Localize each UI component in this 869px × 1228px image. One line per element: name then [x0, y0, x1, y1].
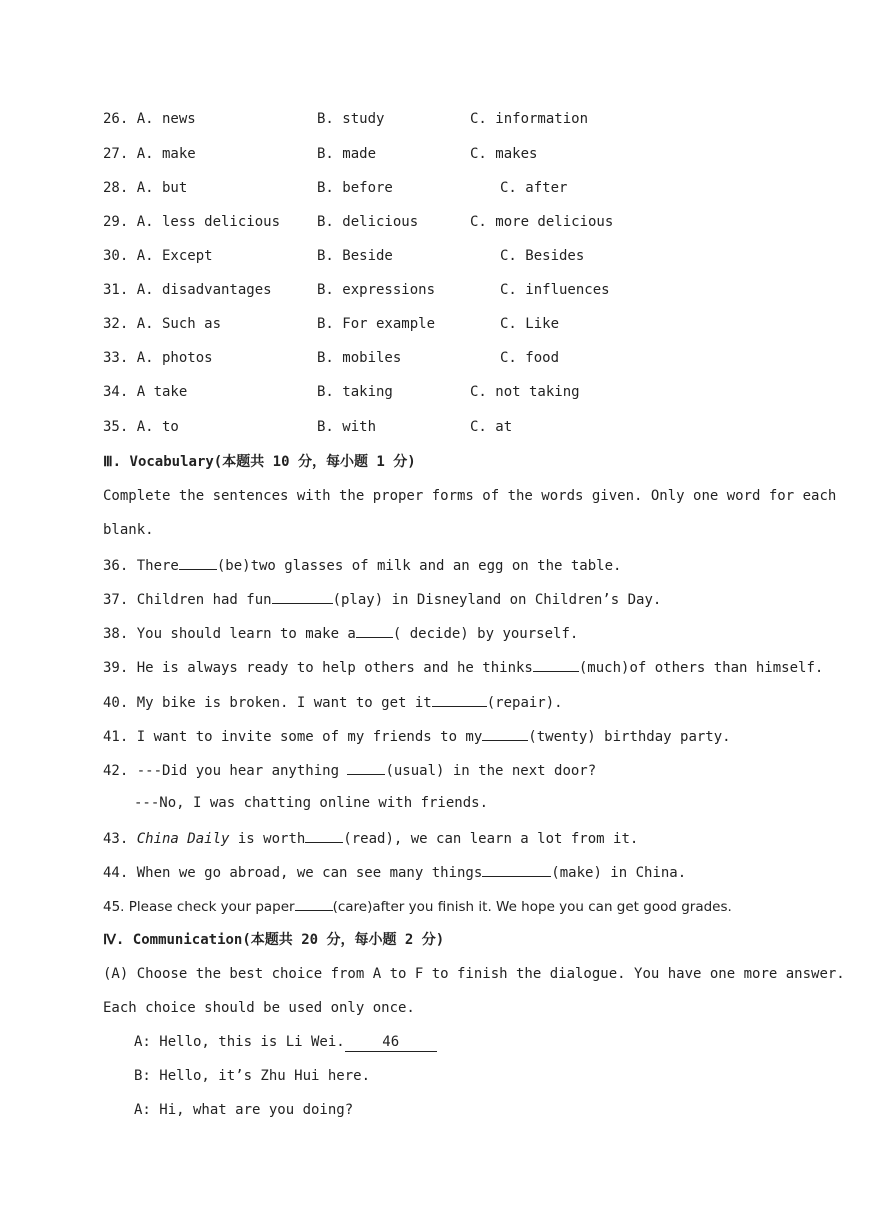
mc-34-c: C. not taking — [470, 384, 580, 400]
mc-28-c: C. after — [500, 180, 568, 196]
mc-35-c: C. at — [470, 419, 513, 435]
vocab-question-45: 45. Please check your paper (care)after you finish it. We hope you can get good grades. — [103, 896, 732, 916]
mc-34-b: B. taking — [317, 384, 393, 400]
mc-33-a: 33. A. photos — [103, 350, 213, 366]
answer-blank[interactable] — [272, 589, 333, 604]
answer-blank[interactable] — [482, 862, 551, 877]
mc-26-c: C. information — [470, 111, 589, 127]
mc-35-b: B. with — [317, 419, 377, 435]
mc-34-a: 34. A take — [103, 384, 188, 400]
mc-27-c: C. makes — [470, 146, 538, 162]
answer-blank[interactable] — [305, 828, 343, 843]
mc-30-b: B. Beside — [317, 248, 393, 264]
section-3-instructions-cont: blank. — [103, 522, 154, 538]
mc-30-c: C. Besides — [500, 248, 585, 264]
section-4-heading: Ⅳ. Communication(本题共 20 分，每小题 2 分) — [103, 932, 445, 948]
mc-28-b: B. before — [317, 180, 393, 196]
section-4-instructions-cont: Each choice should be used only once. — [103, 1000, 415, 1016]
mc-27-a: 27. A. make — [103, 146, 196, 162]
mc-31-c: C. influences — [500, 282, 610, 298]
answer-blank[interactable] — [347, 760, 385, 775]
vocab-question-44: 44. When we go abroad, we can see many things (make) in China. — [103, 862, 686, 882]
answer-blank-46[interactable]: 46 — [345, 1033, 437, 1052]
mc-28-a: 28. A. but — [103, 180, 188, 196]
answer-blank[interactable] — [295, 896, 333, 911]
answer-blank[interactable] — [533, 657, 579, 672]
mc-30-a: 30. A. Except — [103, 248, 213, 264]
answer-blank[interactable] — [432, 692, 487, 707]
mc-31-b: B. expressions — [317, 282, 436, 298]
section-3-heading: Ⅲ. Vocabulary(本题共 10 分，每小题 1 分) — [103, 454, 416, 470]
vocab-question-37: 37. Children had fun (play) in Disneyland on Children’s Day. — [103, 589, 661, 609]
mc-33-b: B. mobiles — [317, 350, 402, 366]
mc-32-c: C. Like — [500, 316, 560, 332]
mc-29-c: C. more delicious — [470, 214, 614, 230]
mc-29-a: 29. A. less delicious — [103, 214, 281, 230]
vocab-question-42: 42. ---Did you hear anything (usual) in the next door? — [103, 760, 596, 780]
vocab-question-43: 43. China Daily is worth (read), we can learn a lot from it. — [103, 828, 638, 848]
mc-31-a: 31. A. disadvantages — [103, 282, 272, 298]
vocab-question-36: 36. There (be)two glasses of milk and an egg on the table. — [103, 555, 621, 575]
mc-33-c: C. food — [500, 350, 560, 366]
mc-29-b: B. delicious — [317, 214, 419, 230]
mc-32-b: B. For example — [317, 316, 436, 332]
vocab-question-40: 40. My bike is broken. I want to get it (repair). — [103, 692, 563, 712]
section-3-instructions: Complete the sentences with the proper forms of the words given. Only one word for each — [103, 488, 837, 504]
vocab-question-41: 41. I want to invite some of my friends to my (twenty) birthday party. — [103, 726, 731, 746]
mc-27-b: B. made — [317, 146, 377, 162]
answer-blank[interactable] — [179, 555, 217, 570]
answer-blank[interactable] — [356, 623, 393, 638]
answer-blank[interactable] — [482, 726, 528, 741]
dialogue-line-1: A: Hello, this is Li Wei. 46 — [134, 1033, 437, 1052]
vocab-question-38: 38. You should learn to make a ( decide) by yourself. — [103, 623, 578, 643]
mc-32-a: 32. A. Such as — [103, 316, 222, 332]
mc-35-a: 35. A. to — [103, 419, 179, 435]
dialogue-line-2: B: Hello, it’s Zhu Hui here. — [134, 1068, 371, 1084]
vocab-question-39: 39. He is always ready to help others and he thinks (much)of others than himself. — [103, 657, 823, 677]
vocab-question-42-reply: ---No, I was chatting online with friends. — [134, 795, 489, 811]
dialogue-line-3: A: Hi, what are you doing? — [134, 1102, 354, 1118]
mc-26-b: B. study — [317, 111, 385, 127]
section-4-instructions: (A) Choose the best choice from A to F to finish the dialogue. You have one more answer. — [103, 966, 845, 982]
mc-26-a: 26. A. news — [103, 111, 196, 127]
